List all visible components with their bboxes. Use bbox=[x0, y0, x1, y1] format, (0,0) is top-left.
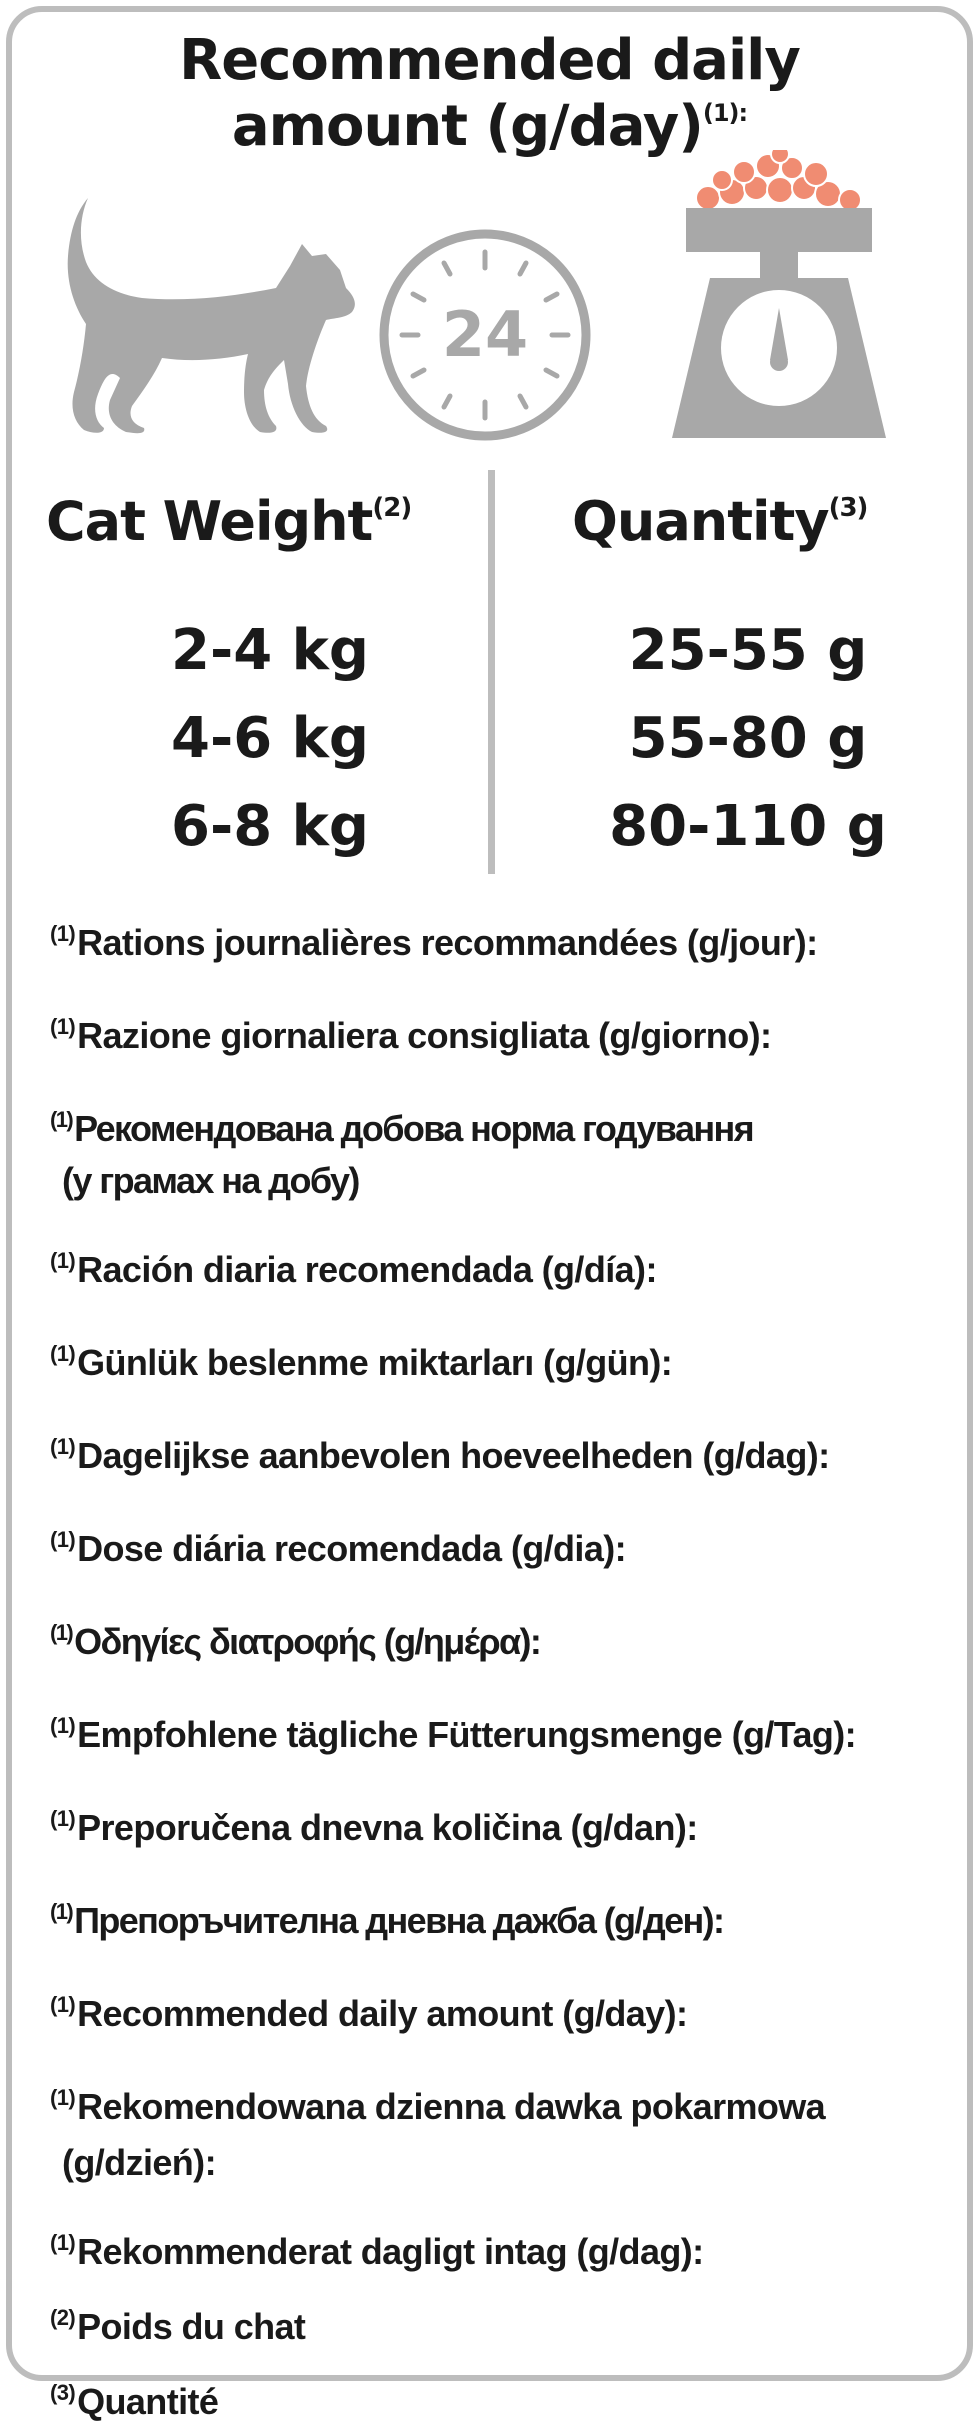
clock-label: 24 bbox=[441, 298, 529, 371]
footnote-tr bbox=[50, 1332, 950, 1385]
quantity-value: 80-110 g bbox=[609, 794, 887, 859]
quantity-header-marker: (3) bbox=[828, 493, 868, 523]
weight-header-marker: (2) bbox=[372, 493, 412, 523]
footnote-marker: (1) bbox=[50, 1806, 76, 1831]
footnote-text: Recommended daily amount (g/day): bbox=[77, 1993, 688, 2034]
footnote-marker: (1) bbox=[50, 921, 76, 946]
footnote-marker: (3) bbox=[50, 2380, 76, 2405]
footnote-marker: (1) bbox=[50, 1992, 76, 2017]
column-divider bbox=[488, 470, 495, 874]
footnote-marker: (1) bbox=[50, 2230, 76, 2255]
footnote-marker: (1) bbox=[50, 1620, 73, 1645]
footnote-marker: (1) bbox=[50, 1899, 73, 1924]
footnote-marker: (1) bbox=[50, 1014, 76, 1039]
footnote-hr bbox=[50, 1797, 950, 1850]
footnote-quantity-fr bbox=[50, 2371, 950, 2424]
footnote-el bbox=[50, 1611, 950, 1664]
clock-24h-icon bbox=[376, 226, 594, 444]
footnote-marker: (2) bbox=[50, 2305, 76, 2330]
quantity-value: 55-80 g bbox=[628, 706, 868, 771]
footnote-marker: (1) bbox=[50, 1434, 76, 1459]
title-line-1: Recommended daily bbox=[179, 28, 800, 93]
footnote-marker: (1) bbox=[50, 1713, 76, 1738]
footnote-it bbox=[50, 1005, 950, 1058]
page-title bbox=[0, 28, 979, 160]
footnote-marker: (1) bbox=[50, 1248, 76, 1273]
footnote-text: Quantité bbox=[77, 2381, 219, 2422]
footnote-text: Dagelijkse aanbevolen hoeveelheden (g/dag): bbox=[77, 1435, 830, 1476]
footnote-marker: (1) bbox=[50, 2085, 76, 2110]
footnote-text: Οδηγίες διατροφής (g/ημέρα): bbox=[74, 1621, 541, 1662]
footnote-text: Dose diária recomendada (g/dia): bbox=[77, 1528, 627, 1569]
kibble-pile bbox=[696, 150, 861, 211]
weight-header bbox=[46, 490, 411, 553]
footnote-text: Rekomendowana dzienna dawka pokarmowa bbox=[77, 2086, 826, 2127]
footnote-marker: (1) bbox=[50, 1527, 76, 1552]
footnote-text: Preporučena dnevna količina (g/dan): bbox=[77, 1807, 698, 1848]
title-footnote-marker: (1): bbox=[702, 99, 748, 127]
footnote-de bbox=[50, 1704, 950, 1757]
footnote-text: Рекомендована добова норма годування bbox=[74, 1108, 754, 1149]
footnote-fr bbox=[50, 912, 950, 965]
footnote-sv bbox=[50, 2221, 950, 2274]
footnote-en bbox=[50, 1983, 950, 2036]
footnote-text: Rations journalières recommandées (g/jour): bbox=[77, 922, 818, 963]
weight-value: 4-6 kg bbox=[171, 706, 369, 771]
cat-icon bbox=[50, 196, 366, 436]
footnote-marker: (1) bbox=[50, 1341, 76, 1366]
weight-value: 2-4 kg bbox=[171, 618, 369, 683]
quantity-header bbox=[572, 490, 867, 553]
footnote-text: Günlük beslenme miktarları (g/gün): bbox=[77, 1342, 673, 1383]
footnote-nl bbox=[50, 1425, 950, 1478]
weight-value: 6-8 kg bbox=[171, 794, 369, 859]
quantity-header-text: Quantity bbox=[572, 490, 829, 553]
footnote-text: Rekommenderat dagligt intag (g/dag): bbox=[77, 2231, 704, 2272]
weight-header-text: Cat Weight bbox=[46, 490, 373, 553]
footnote-continuation: (у грамах на добу) bbox=[62, 1160, 359, 1201]
footnote-marker: (1) bbox=[50, 1107, 73, 1132]
footnote-pl bbox=[50, 2076, 950, 2185]
footnote-text: Empfohlene tägliche Fütterungsmenge (g/Tag): bbox=[77, 1714, 857, 1755]
footnote-uk bbox=[50, 1098, 950, 1203]
quantity-value: 25-55 g bbox=[628, 618, 868, 683]
title-line-2-text: amount (g/day) bbox=[231, 94, 703, 159]
scale-icon bbox=[664, 150, 894, 440]
footnote-weight-fr bbox=[50, 2296, 950, 2349]
footnote-es bbox=[50, 1239, 950, 1292]
footnote-continuation: (g/dzień): bbox=[62, 2142, 216, 2183]
footnote-text: Razione giornaliera consigliata (g/giorno): bbox=[77, 1015, 772, 1056]
footnotes-list bbox=[50, 912, 950, 2424]
footnote-text: Ración diaria recomendada (g/día): bbox=[77, 1249, 657, 1290]
footnote-text: Poids du chat bbox=[77, 2306, 306, 2347]
footnote-text: Препоръчителна дневна дажба (g/ден): bbox=[74, 1900, 724, 1941]
footnote-pt bbox=[50, 1518, 950, 1571]
footnote-bg bbox=[50, 1890, 950, 1943]
